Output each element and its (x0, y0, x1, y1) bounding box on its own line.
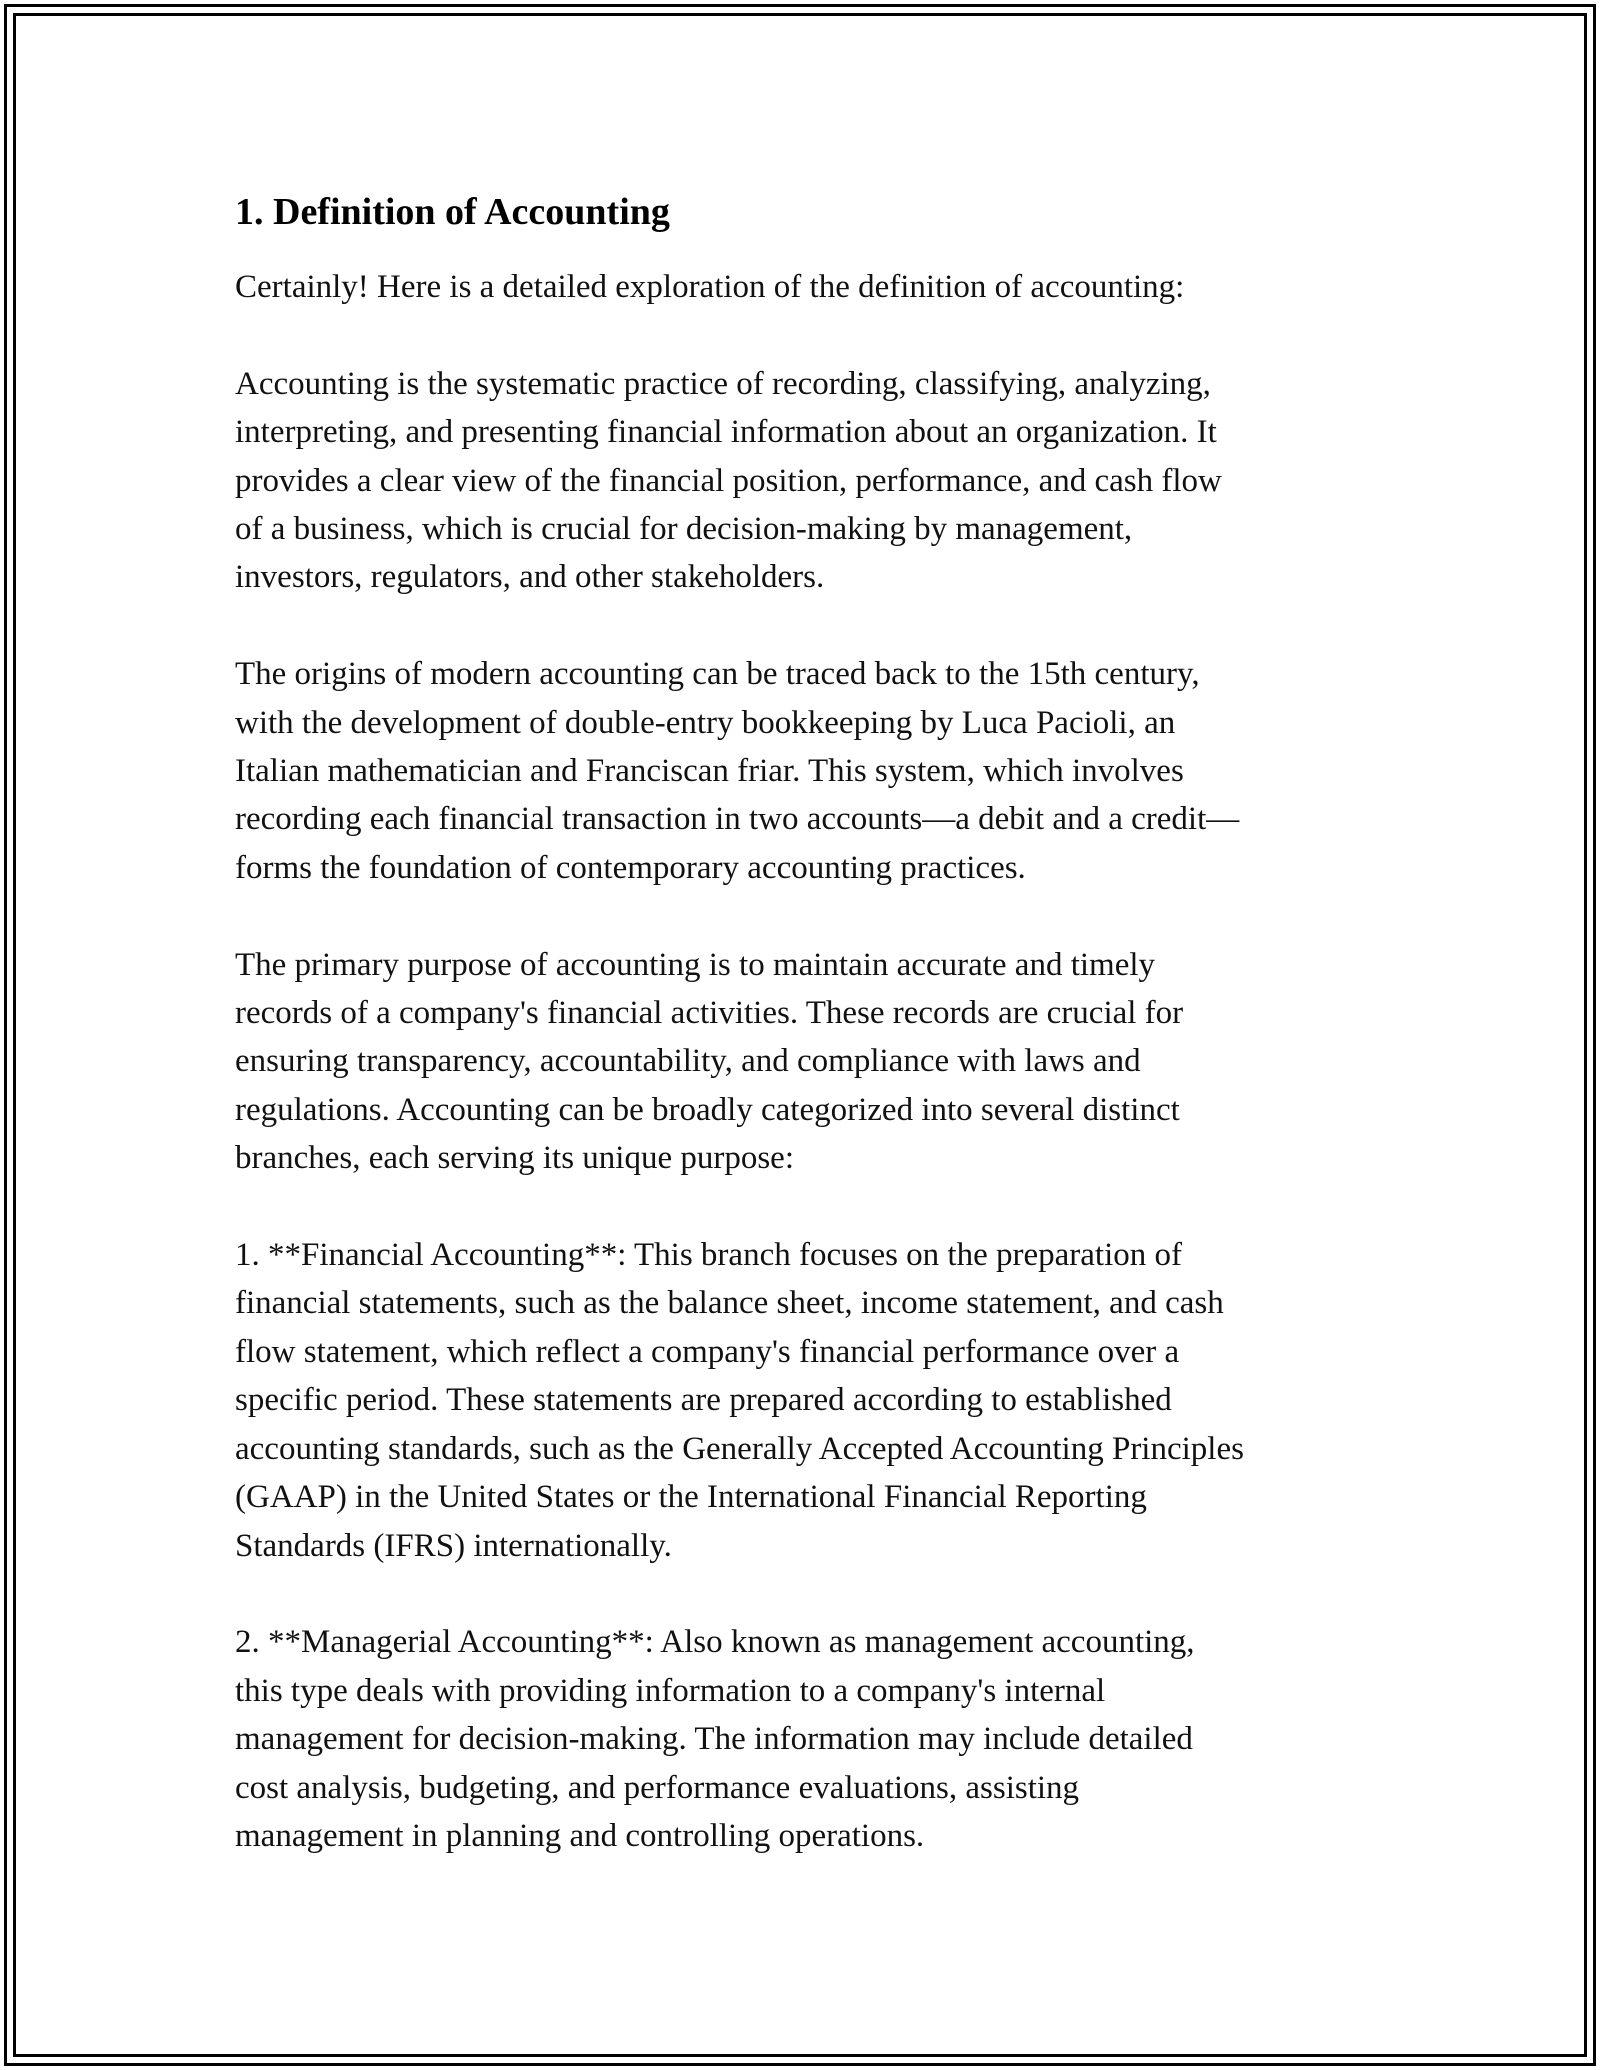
document-body (235, 186, 1375, 1860)
paragraph-origins: The origins of modern accounting can be traced back to the 15th century, with the development of double-entry bookkeeping by Luca Pacioli, an Italian mathematician and Franciscan friar. This system, which involves recording each financial transaction in two accounts—a debit and a credit— forms the foundation of contemporary accounting practices. (235, 656, 1240, 886)
paragraph-definition: Accounting is the systematic practice of recording, classifying, analyzing, interpreting, and presenting financial information about an organization. It provides a clear view of the financial position, performance, and cash flow of a business, which is crucial for decision-making by management, investors, regulators, and other stakeholders. (235, 365, 1222, 596)
paragraph-purpose: The primary purpose of accounting is to maintain accurate and timely records of a company's financial activities. These records are crucial for ensuring transparency, accountability, and compliance with laws and regulations. Accounting can be broadly categorized into several distinct branches, each serving its unique purpose: (235, 946, 1184, 1177)
paragraph-financial-accounting: 1. **Financial Accounting**: This branch focuses on the preparation of financial statements, such as the balance sheet, income statement, and cash flow statement, which reflect a company's financial performance over a specific period. These statements are prepared according to established accounting standards, such as the Generally Accepted Accounting Principles (GAAP) in the United States or the International Financial Reporting Standards (IFRS) internationally. (235, 1237, 1244, 1564)
section-heading: 1. Definition of Accounting (235, 191, 670, 233)
paragraph-managerial-accounting: 2. **Managerial Accounting**: Also known as management accounting, this type deals with providing information to a company's internal management for decision-making. The information may include detailed cost analysis, budgeting, and performance evaluations, assisting management in planning and controlling operations. (235, 1624, 1195, 1854)
intro-paragraph: Certainly! Here is a detailed exploration of the definition of accounting: (235, 269, 1185, 305)
